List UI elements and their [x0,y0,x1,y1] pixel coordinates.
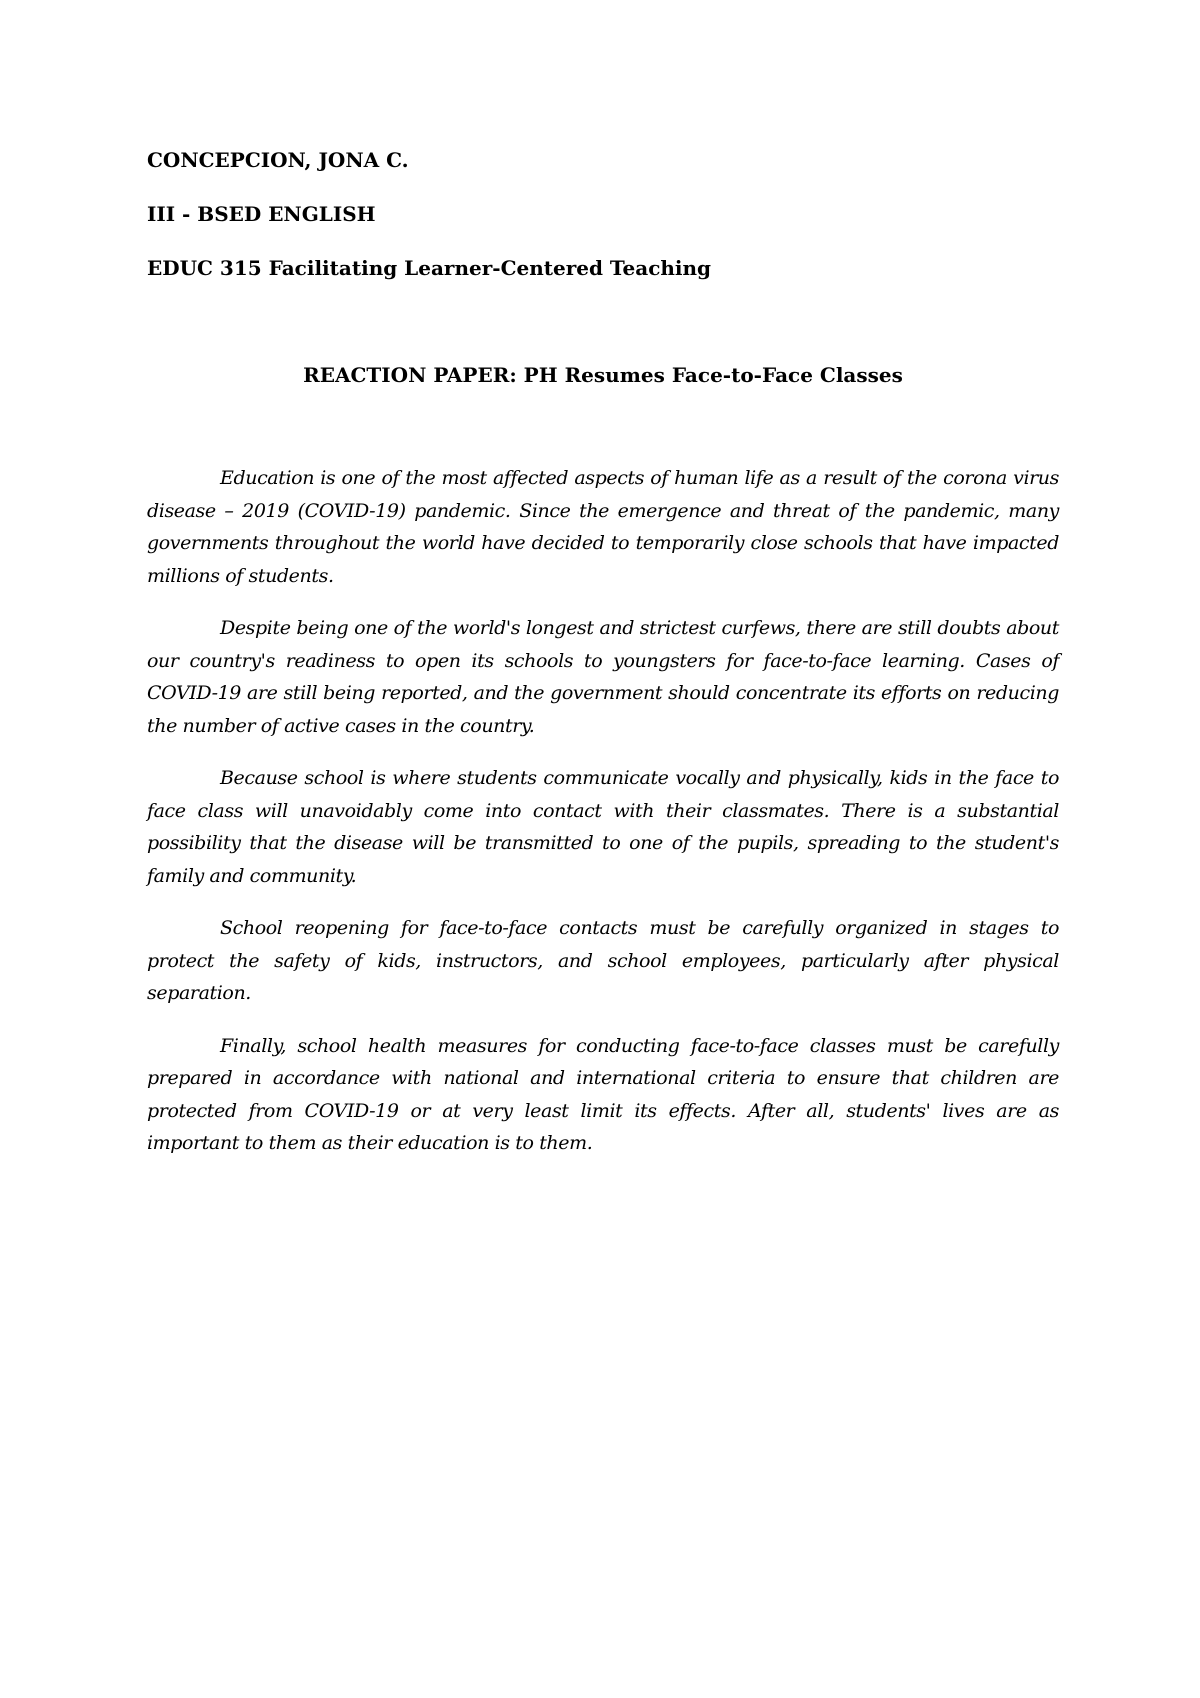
subject-title: EDUC 315 Facilitating Learner-Centered Teaching [147,256,712,280]
paragraph: School reopening for face-to-face contacts must be carefully organized in stages to protect the safety of kids, instructors, and school employees, particularly after physical separation. [147,917,1059,1004]
student-name: CONCEPCION, JONA C. [147,148,409,172]
paper-body [147,462,1059,1180]
paragraph: Finally, school health measures for conducting face-to-face classes must be carefully prepared in accordance with national and international criteria to ensure that children are protected from COVID-19 or at very least limit its effects. After all, students' lives are as important to them as their education is to them. [147,1034,1059,1154]
paper-title: REACTION PAPER: PH Resumes Face-to-Face Classes [303,363,903,387]
paragraph: Education is one of the most affected aspects of human life as a result of the corona virus disease – 2019 (COVID-19) pandemic. Since the emergence and threat of the pandemic, many governments throughout the world have decided to temporarily close schools that have impacted millions of students. [147,467,1059,587]
paragraph: Because school is where students communicate vocally and physically, kids in the face to face class will unavoidably come into contact with their classmates. There is a substantial possibility that the disease will be transmitted to one of the pupils, spreading to the student's family and community. [147,767,1059,887]
course-year: III - BSED ENGLISH [147,202,376,226]
paragraph: Despite being one of the world's longest and strictest curfews, there are still doubts about our country's readiness to open its schools to youngsters for face-to-face learning. Cases of COVID-19 are still being reported, and the government should concentrate its efforts on reducing the number of active cases in the country. [147,617,1059,737]
